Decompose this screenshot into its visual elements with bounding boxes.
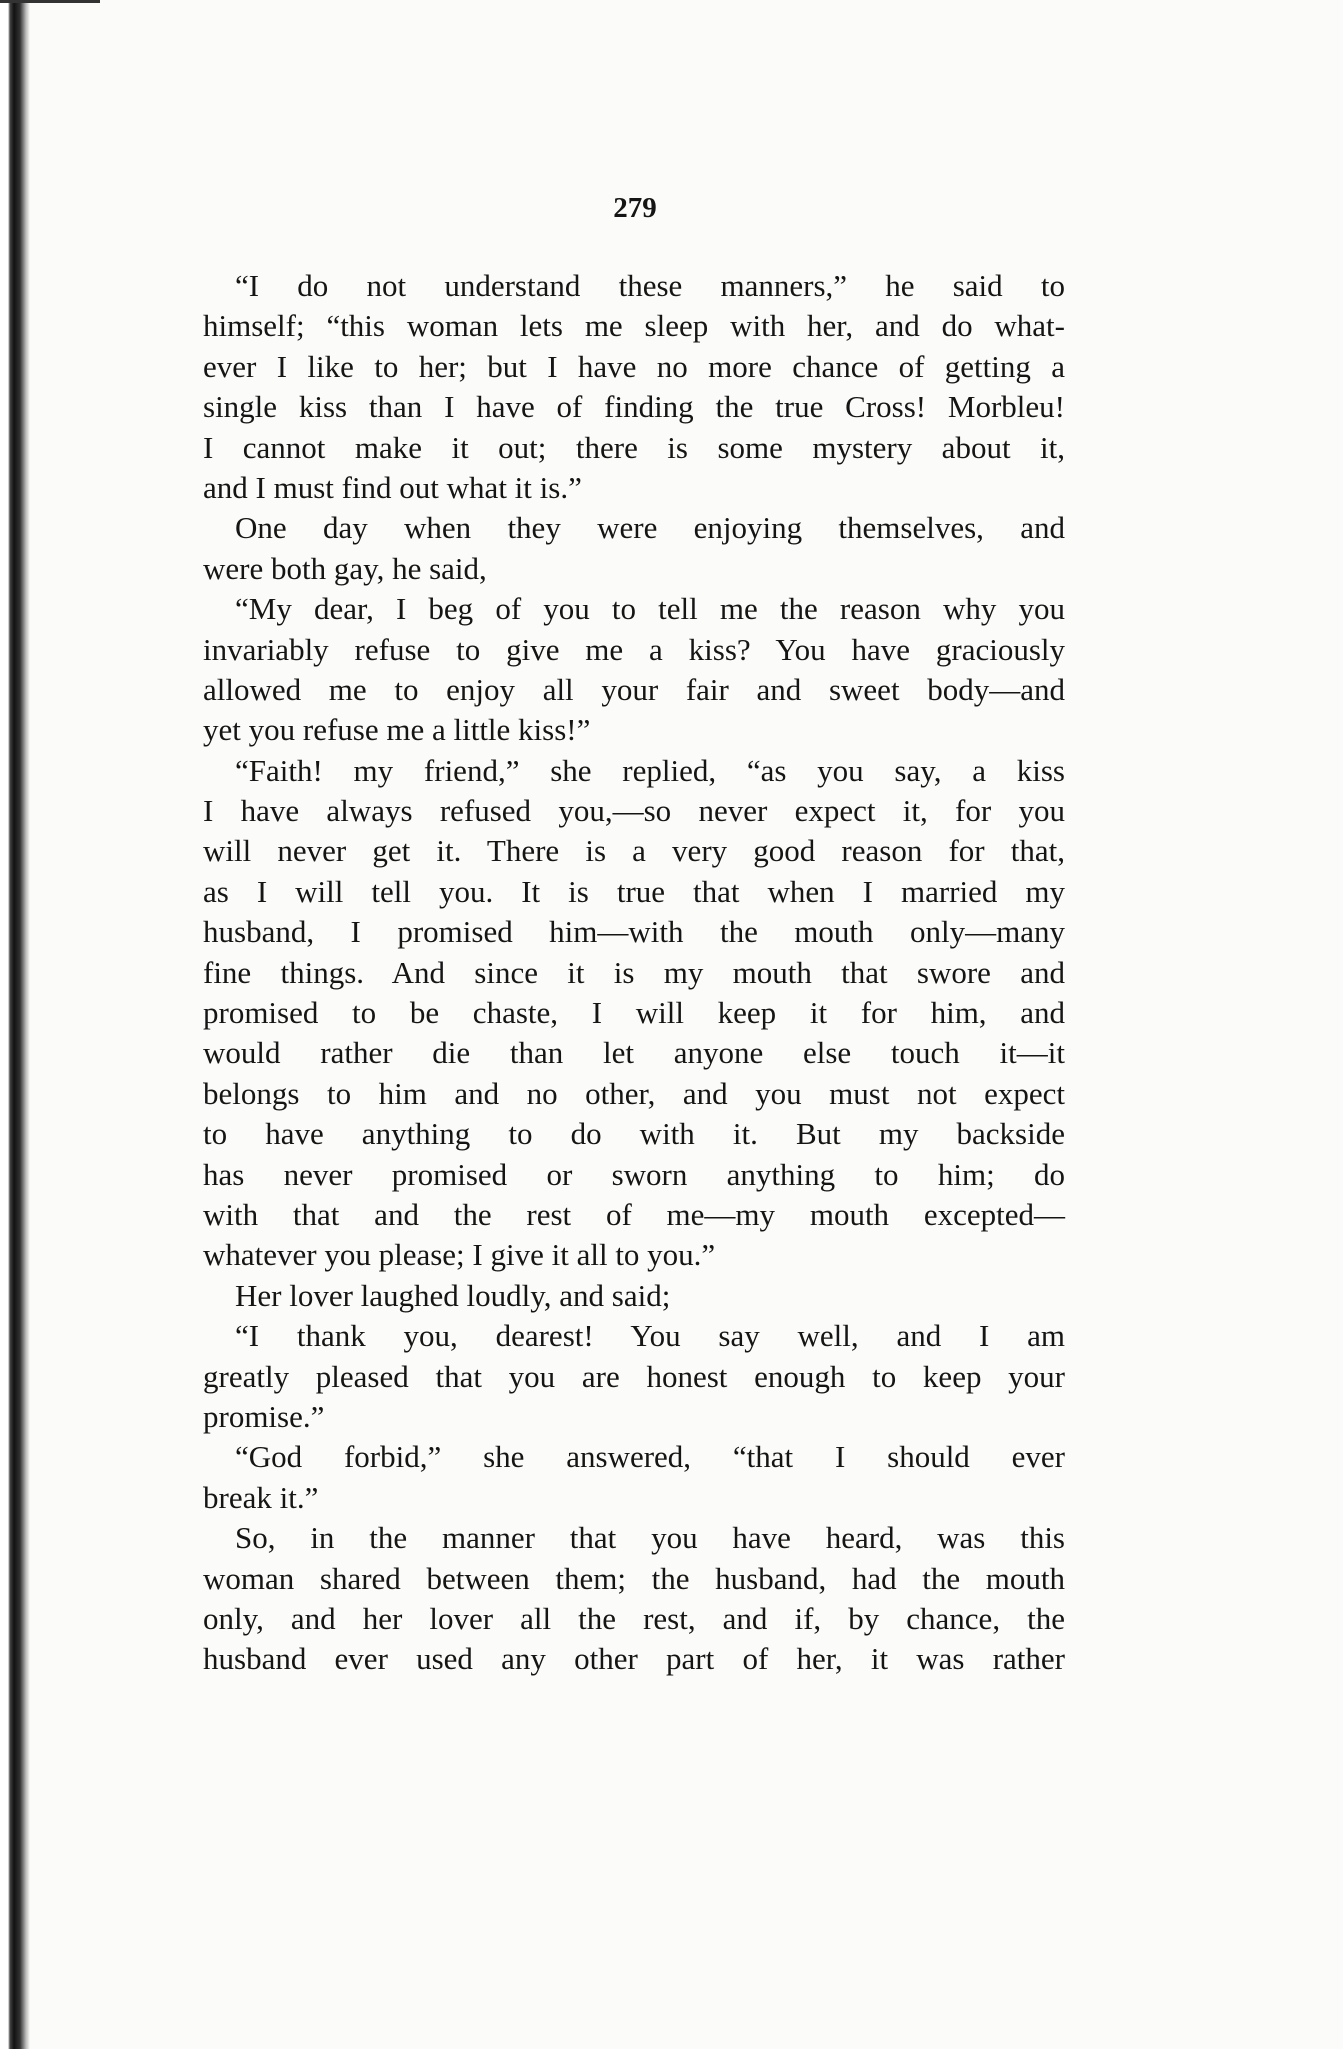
text-line: as I will tell you. It is true that when I married my <box>203 873 1065 909</box>
text-line: promise.” <box>203 1398 325 1434</box>
paragraph <box>203 508 1065 589</box>
text-line: “I thank you, dearest! You say well, and I am <box>235 1318 1065 1354</box>
text-line: “God forbid,” she answered, “that I should ever <box>235 1439 1065 1475</box>
paragraph <box>203 1276 1065 1316</box>
text-line: woman shared between them; the husband, had the mouth <box>203 1560 1065 1596</box>
paragraph <box>203 1316 1065 1437</box>
body-text <box>203 266 1065 1680</box>
text-line: single kiss than I have of finding the true Cross! Morbleu! <box>203 389 1065 425</box>
text-line: Her lover laughed loudly, and said; <box>235 1277 671 1313</box>
page-number: 279 <box>613 192 657 224</box>
text-line: ever I like to her; but I have no more chance of getting a <box>203 348 1065 384</box>
text-line: husband ever used any other part of her, it was rather <box>203 1641 1065 1677</box>
text-line: were both gay, he said, <box>203 550 487 586</box>
text-line: “Faith! my friend,” she replied, “as you say, a kiss <box>235 752 1065 788</box>
text-line: himself; “this woman lets me sleep with her, and do what- <box>203 308 1065 344</box>
text-line: break it.” <box>203 1479 319 1515</box>
text-line: I have always refused you,—so never expect it, for you <box>203 793 1065 829</box>
text-line: allowed me to enjoy all your fair and sweet body—and <box>203 671 1065 707</box>
text-line: to have anything to do with it. But my backside <box>203 1116 1065 1152</box>
scan-corner-mark <box>0 0 100 3</box>
paragraph <box>203 1518 1065 1680</box>
text-line: only, and her lover all the rest, and if, by chance, the <box>203 1600 1065 1636</box>
text-line: “My dear, I beg of you to tell me the reason why you <box>235 591 1065 627</box>
text-line: and I must find out what it is.” <box>203 469 582 505</box>
paragraph <box>203 266 1065 508</box>
text-line: would rather die than let anyone else touch it—it <box>203 1035 1065 1071</box>
scan-binding-edge <box>0 0 30 2049</box>
text-line: with that and the rest of me—my mouth excepted— <box>203 1196 1065 1232</box>
text-line: invariably refuse to give me a kiss? You have graciously <box>203 631 1065 667</box>
paragraph <box>203 1437 1065 1518</box>
text-line: husband, I promised him—with the mouth only—many <box>203 914 1065 950</box>
text-line: belongs to him and no other, and you must not expect <box>203 1075 1065 1111</box>
paragraph <box>203 751 1065 1276</box>
text-line: One day when they were enjoying themselves, and <box>235 510 1065 546</box>
text-line: whatever you please; I give it all to you.” <box>203 1237 716 1273</box>
text-line: will never get it. There is a very good reason for that, <box>203 833 1065 869</box>
text-line: yet you refuse me a little kiss!” <box>203 712 591 748</box>
text-line: has never promised or sworn anything to him; do <box>203 1156 1065 1192</box>
text-line: “I do not understand these manners,” he said to <box>235 268 1065 303</box>
text-line: greatly pleased that you are honest enough to keep your <box>203 1358 1065 1394</box>
text-line: fine things. And since it is my mouth that swore and <box>203 954 1065 990</box>
text-line: I cannot make it out; there is some mystery about it, <box>203 429 1065 465</box>
paragraph <box>203 589 1065 751</box>
text-line: So, in the manner that you have heard, was this <box>235 1520 1065 1556</box>
text-line: promised to be chaste, I will keep it for him, and <box>203 995 1065 1031</box>
